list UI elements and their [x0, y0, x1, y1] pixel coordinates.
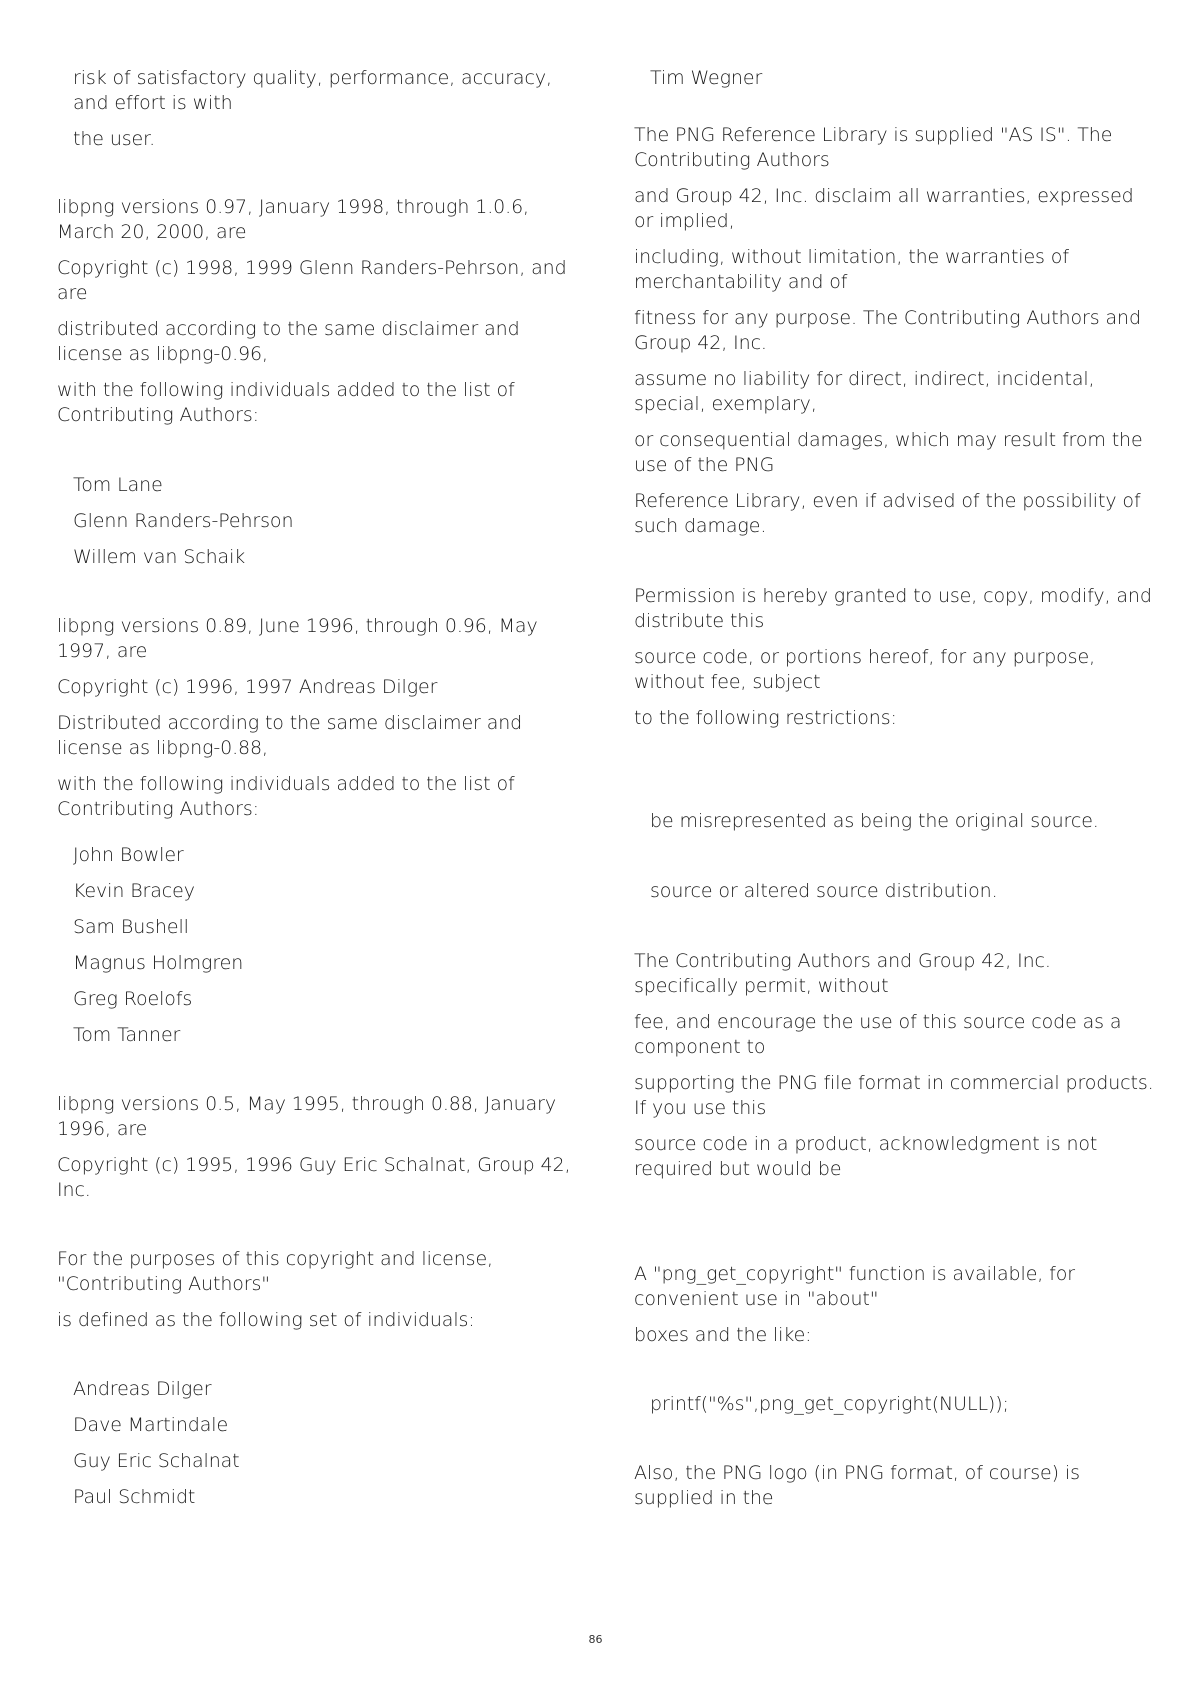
paragraph: with the following individuals added to the list of Contributing Authors:	[57, 379, 515, 426]
paragraph: Copyright (c) 1995, 1996 Guy Eric Schalnat, Group 42, Inc.	[57, 1154, 571, 1201]
author-name: Paul Schmidt	[73, 1486, 196, 1508]
paragraph: Distributed according to the same disclaimer and license as libpng-0.88,	[57, 712, 523, 759]
author-name: Greg Roelofs	[73, 988, 193, 1010]
paragraph: libpng versions 0.5, May 1995, through 0.88, January 1996, are	[57, 1093, 556, 1140]
author-name: Sam Bushell	[73, 916, 189, 938]
author-name: Tim Wegner	[650, 67, 763, 89]
left-column	[57, 66, 582, 1510]
page-number: 86	[588, 1633, 603, 1646]
paragraph: fee, and encourage the use of this source code as a component to	[634, 1011, 1122, 1058]
paragraph: source or altered source distribution.	[650, 880, 998, 902]
paragraph: Reference Library, even if advised of the possibility of such damage.	[634, 490, 1141, 537]
paragraph: libpng versions 0.89, June 1996, through 0.96, May 1997, are	[57, 615, 538, 662]
paragraph: be misrepresented as being the original source.	[650, 810, 1099, 832]
code-line: printf("%s",png_get_copyright(NULL));	[650, 1393, 1009, 1415]
paragraph: boxes and the like:	[634, 1324, 812, 1346]
paragraph: and Group 42, Inc. disclaim all warranties, expressed or implied,	[634, 185, 1134, 232]
paragraph: source code, or portions hereof, for any purpose, without fee, subject	[634, 646, 1096, 693]
author-name: Willem van Schaik	[73, 546, 246, 568]
author-name: Dave Martindale	[73, 1414, 229, 1436]
author-name: Tom Tanner	[73, 1024, 181, 1046]
author-name: Andreas Dilger	[73, 1378, 212, 1400]
paragraph: A "png_get_copyright" function is available, for convenient use in "about"	[634, 1263, 1075, 1310]
paragraph: Copyright (c) 1998, 1999 Glenn Randers-Pehrson, and are	[57, 257, 567, 304]
paragraph: For the purposes of this copyright and license, "Contributing Authors"	[57, 1248, 493, 1295]
paragraph: the user.	[73, 128, 156, 150]
paragraph: assume no liability for direct, indirect, incidental, special, exemplary,	[634, 368, 1095, 415]
author-name: Magnus Holmgren	[73, 952, 244, 974]
paragraph: Permission is hereby granted to use, copy, modify, and distribute this	[634, 585, 1152, 632]
paragraph: The Contributing Authors and Group 42, Inc. specifically permit, without	[634, 950, 1051, 997]
paragraph: or consequential damages, which may result from the use of the PNG	[634, 429, 1143, 476]
paragraph: The PNG Reference Library is supplied "AS IS". The Contributing Authors	[634, 124, 1113, 171]
paragraph: is defined as the following set of individuals:	[57, 1309, 475, 1331]
paragraph: including, without limitation, the warranties of merchantability and of	[634, 246, 1069, 293]
paragraph: libpng versions 0.97, January 1998, through 1.0.6, March 20, 2000, are	[57, 196, 529, 243]
author-name: Tom Lane	[73, 474, 163, 496]
paragraph: to the following restrictions:	[634, 707, 897, 729]
paragraph: distributed according to the same disclaimer and license as libpng-0.96,	[57, 318, 520, 365]
author-name: Kevin Bracey	[73, 880, 195, 902]
paragraph: with the following individuals added to the list of Contributing Authors:	[57, 773, 515, 820]
paragraph: Copyright (c) 1996, 1997 Andreas Dilger	[57, 676, 438, 698]
author-name: Guy Eric Schalnat	[73, 1450, 240, 1472]
paragraph: Also, the PNG logo (in PNG format, of course) is supplied in the	[634, 1462, 1080, 1509]
paragraph: fitness for any purpose. The Contributing Authors and Group 42, Inc.	[634, 307, 1141, 354]
paragraph: risk of satisfactory quality, performance, accuracy, and effort is with	[73, 67, 552, 114]
paragraph: source code in a product, acknowledgment is not required but would be	[634, 1133, 1098, 1180]
right-column	[634, 66, 1154, 1511]
author-name: John Bowler	[73, 844, 184, 866]
author-name: Glenn Randers-Pehrson	[73, 510, 294, 532]
paragraph: supporting the PNG file format in commercial products. If you use this	[634, 1072, 1154, 1119]
